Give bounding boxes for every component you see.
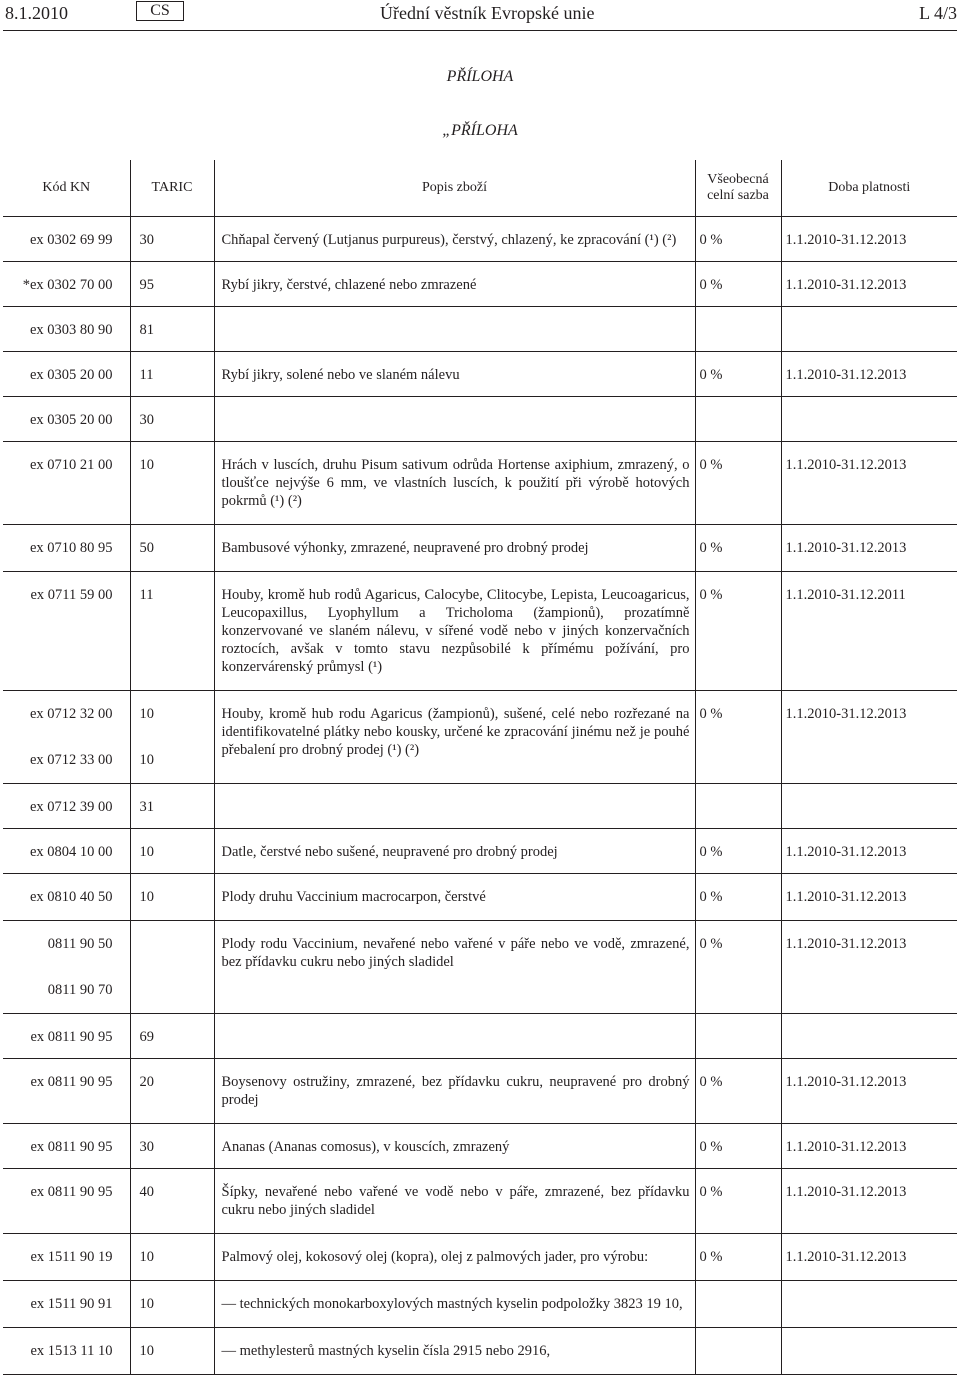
goods-description: Šípky, nevařené nebo vařené ve vodě nebo v páře, zmrazené, bez přídavku cukru nebo jiných sladidel [221, 1184, 690, 1218]
kn-code: ex 0712 39 00 [29, 799, 113, 815]
cell-duty-rate [695, 1281, 781, 1328]
cell-description [214, 1234, 695, 1281]
table-row [3, 1014, 957, 1059]
cell-kn-code [3, 217, 130, 262]
cell-taric-code [130, 921, 214, 1014]
goods-description: Palmový olej, kokosový olej (kopra), olej z palmových jader, pro výrobu: [221, 1249, 649, 1265]
journal-title: Úřední věstník Evropské unie [380, 3, 595, 23]
table-row [3, 572, 957, 691]
goods-description: — technických monokarboxylových mastných kyselin podpoložky 3823 19 10, [221, 1296, 683, 1312]
duty-rate: 0 % [699, 277, 723, 293]
taric-code: 10 [139, 1249, 154, 1265]
cell-kn-code [3, 784, 130, 829]
taric-code: 30 [139, 1139, 154, 1155]
validity-period: 1.1.2010-31.12.2013 [785, 367, 907, 383]
cell-taric-code [130, 307, 214, 352]
cell-description [214, 525, 695, 572]
cell-duty-rate [695, 307, 781, 352]
validity-period: 1.1.2010-31.12.2013 [785, 1249, 907, 1265]
duty-rate: 0 % [699, 706, 723, 722]
cell-kn-code [3, 262, 130, 307]
kn-code: ex 0810 40 50 [29, 889, 113, 905]
cell-kn-code [3, 307, 130, 352]
goods-description: Chňapal červený (Lutjanus purpureus), čerstvý, chlazený, ke zpracování (¹) (²) [221, 232, 677, 248]
cell-validity-period [781, 352, 957, 397]
language-code-box: CS [136, 1, 184, 21]
column-header-kn: Kód KN [3, 160, 130, 217]
goods-description: Plody rodu Vaccinium, nevařené nebo vařené v páře nebo ve vodě, zmrazené, bez přídavku cukru nebo jiných sladidel [221, 936, 690, 970]
kn-code: ex 0811 90 95 [30, 1074, 113, 1090]
cell-taric-code [130, 572, 214, 691]
cell-duty-rate [695, 1059, 781, 1124]
cell-taric-code [130, 442, 214, 525]
cell-description [214, 829, 695, 874]
cell-duty-rate [695, 397, 781, 442]
kn-code: 0811 90 70 [47, 982, 113, 998]
cell-duty-rate [695, 525, 781, 572]
taric-code: 81 [139, 322, 154, 338]
cell-validity-period [781, 397, 957, 442]
taric-code: 69 [139, 1029, 154, 1045]
cell-duty-rate [695, 784, 781, 829]
table-row [3, 1328, 957, 1375]
cell-duty-rate [695, 1234, 781, 1281]
cell-description [214, 352, 695, 397]
cell-kn-code [3, 691, 130, 784]
cell-duty-rate [695, 1014, 781, 1059]
taric-code: 10 [139, 752, 154, 768]
table-row [3, 525, 957, 572]
duty-rate: 0 % [699, 232, 723, 248]
kn-code: ex 0305 20 00 [29, 367, 113, 383]
kn-code: ex 1511 90 91 [30, 1296, 113, 1312]
taric-code: 95 [139, 277, 154, 293]
validity-period: 1.1.2010-31.12.2013 [785, 277, 907, 293]
cell-duty-rate [695, 217, 781, 262]
cell-taric-code [130, 1281, 214, 1328]
kn-code: ex 1513 11 10 [30, 1343, 113, 1359]
taric-code: 20 [139, 1074, 154, 1090]
table-row [3, 1234, 957, 1281]
cell-description [214, 217, 695, 262]
cell-validity-period [781, 874, 957, 921]
cell-kn-code [3, 352, 130, 397]
cell-taric-code [130, 829, 214, 874]
kn-code: ex 0710 21 00 [29, 457, 113, 473]
cell-validity-period [781, 784, 957, 829]
cell-description [214, 784, 695, 829]
cell-validity-period [781, 1234, 957, 1281]
taric-code: 40 [139, 1184, 154, 1200]
taric-code: 10 [139, 889, 154, 905]
cell-kn-code [3, 442, 130, 525]
table-row [3, 442, 957, 525]
duty-rate: 0 % [699, 1074, 723, 1090]
page-header [0, 0, 960, 30]
table-row [3, 352, 957, 397]
cell-kn-code [3, 921, 130, 1014]
kn-code: ex 0804 10 00 [29, 844, 113, 860]
goods-description: Hrách v luscích, druhu Pisum sativum odrůda Hortense axiphium, zmrazený, o tloušťce nejvýše 6 mm, ve vlastních luscích, k použití při výrobě hotových pokrmů (¹) (²) [221, 457, 690, 509]
duty-rate: 0 % [699, 457, 723, 473]
kn-code: ex 0811 90 95 [30, 1139, 113, 1155]
table-row [3, 784, 957, 829]
publication-date: 8.1.2010 [5, 3, 68, 23]
table-row [3, 262, 957, 307]
cell-validity-period [781, 921, 957, 1014]
cell-taric-code [130, 1059, 214, 1124]
goods-description: Boysenovy ostružiny, zmrazené, bez přídavku cukru, neupravené pro drobný prodej [221, 1074, 690, 1108]
validity-period: 1.1.2010-31.12.2013 [785, 1139, 907, 1155]
kn-code: ex 0303 80 90 [29, 322, 113, 338]
cell-kn-code [3, 1014, 130, 1059]
cell-description [214, 921, 695, 1014]
annex-heading: PŘÍLOHA [446, 68, 514, 85]
duty-rate: 0 % [699, 889, 723, 905]
cell-taric-code [130, 1234, 214, 1281]
taric-code: 11 [139, 587, 154, 603]
cell-duty-rate [695, 921, 781, 1014]
validity-period: 1.1.2010-31.12.2013 [785, 457, 907, 473]
cell-description [214, 1059, 695, 1124]
goods-description: — methylesterů mastných kyselin čísla 2915 nebo 2916, [221, 1343, 551, 1359]
goods-description: Ananas (Ananas comosus), v kouscích, zmrazený [221, 1139, 510, 1155]
cell-duty-rate [695, 691, 781, 784]
kn-code: ex 1511 90 19 [30, 1249, 113, 1265]
cell-kn-code [3, 829, 130, 874]
cell-kn-code [3, 572, 130, 691]
kn-code: ex 0811 90 95 [30, 1184, 113, 1200]
cell-validity-period [781, 691, 957, 784]
table-row [3, 874, 957, 921]
cell-validity-period [781, 1059, 957, 1124]
kn-code: ex 0711 59 00 [30, 587, 113, 603]
goods-description: Rybí jikry, solené nebo ve slaném nálevu [221, 367, 460, 383]
cell-taric-code [130, 262, 214, 307]
table-row [3, 1281, 957, 1328]
validity-period: 1.1.2010-31.12.2013 [785, 844, 907, 860]
duty-rate: 0 % [699, 367, 723, 383]
cell-taric-code [130, 784, 214, 829]
cell-validity-period [781, 829, 957, 874]
cell-description [214, 397, 695, 442]
goods-description: Houby, kromě hub rodů Agaricus, Calocybe, Clitocybe, Lepista, Leucoagaricus, Leucopaxillus, Lyophyllum a Tricholoma (žampionů), prozatímně konzervované ve slaném nálevu, v sířené vodě nebo v jiných konzervačních roztocích, avšak v tomto stavu nezpůsobilé k přímému požívání, pro konzervárenský průmysl (¹) [221, 587, 690, 675]
validity-period: 1.1.2010-31.12.2013 [785, 1184, 907, 1200]
validity-period: 1.1.2010-31.12.2013 [785, 889, 907, 905]
cell-description [214, 1014, 695, 1059]
cell-description [214, 691, 695, 784]
taric-code: 30 [139, 232, 154, 248]
validity-period: 1.1.2010-31.12.2013 [785, 540, 907, 556]
cell-taric-code [130, 691, 214, 784]
cell-duty-rate [695, 1169, 781, 1234]
column-header-description: Popis zboží [214, 160, 695, 217]
kn-code: ex 0712 32 00 [29, 706, 113, 722]
cell-description [214, 307, 695, 352]
kn-code: 0811 90 50 [47, 936, 113, 952]
taric-code: 31 [139, 799, 154, 815]
rate-header-line-1: Všeobecná [707, 172, 769, 187]
cell-duty-rate [695, 1328, 781, 1375]
taric-code: 50 [139, 540, 154, 556]
cell-description [214, 1124, 695, 1169]
duty-rate: 0 % [699, 1184, 723, 1200]
cell-taric-code [130, 1328, 214, 1375]
table-row [3, 397, 957, 442]
validity-period: 1.1.2010-31.12.2013 [785, 232, 907, 248]
kn-code: *ex 0302 70 00 [22, 277, 113, 293]
cell-validity-period [781, 217, 957, 262]
taric-code: 10 [139, 1296, 154, 1312]
table-row [3, 217, 957, 262]
taric-code: 10 [139, 844, 154, 860]
cell-description [214, 1169, 695, 1234]
cell-duty-rate [695, 352, 781, 397]
table-row [3, 921, 957, 1014]
cell-duty-rate [695, 262, 781, 307]
cell-description [214, 262, 695, 307]
taric-code: 10 [139, 706, 154, 722]
cell-duty-rate [695, 442, 781, 525]
page-number: L 4/3 [919, 3, 957, 23]
cell-validity-period [781, 442, 957, 525]
goods-description: Houby, kromě hub rodu Agaricus (žampionů), sušené, celé nebo rozřezané na identifikovatelné plátky nebo kousky, určené ke zpracování jinému než je pouhé přebalení pro drobný prodej (¹) (²) [221, 706, 690, 758]
cell-kn-code [3, 1281, 130, 1328]
cell-duty-rate [695, 829, 781, 874]
cell-taric-code [130, 874, 214, 921]
annex-subheading: „PŘÍLOHA [442, 122, 518, 139]
cell-validity-period [781, 262, 957, 307]
cell-validity-period [781, 525, 957, 572]
cell-validity-period [781, 1281, 957, 1328]
cell-kn-code [3, 1234, 130, 1281]
validity-period: 1.1.2010-31.12.2011 [785, 587, 906, 603]
cell-kn-code [3, 874, 130, 921]
cell-description [214, 1328, 695, 1375]
cell-taric-code [130, 352, 214, 397]
kn-code: ex 0710 80 95 [29, 540, 113, 556]
kn-code: ex 0302 69 99 [29, 232, 113, 248]
kn-code: ex 0305 20 00 [29, 412, 113, 428]
table-header-row [3, 160, 957, 217]
cell-kn-code [3, 397, 130, 442]
cell-duty-rate [695, 572, 781, 691]
validity-period: 1.1.2010-31.12.2013 [785, 936, 907, 952]
cell-description [214, 874, 695, 921]
goods-description: Rybí jikry, čerstvé, chlazené nebo zmrazené [221, 277, 477, 293]
table-body [3, 217, 957, 1375]
cell-taric-code [130, 525, 214, 572]
table-row [3, 829, 957, 874]
goods-description: Bambusové výhonky, zmrazené, neupravené pro drobný prodej [221, 540, 589, 556]
kn-code: ex 0811 90 95 [30, 1029, 113, 1045]
cell-taric-code [130, 1169, 214, 1234]
duty-rate: 0 % [699, 587, 723, 603]
column-header-duration: Doba platnosti [781, 160, 957, 217]
cell-kn-code [3, 1328, 130, 1375]
cell-validity-period [781, 572, 957, 691]
goods-description: Plody druhu Vaccinium macrocarpon, čerstvé [221, 889, 486, 905]
duty-rate: 0 % [699, 844, 723, 860]
table-row [3, 1124, 957, 1169]
table-row [3, 691, 957, 784]
rate-header-line-2: celní sazba [707, 188, 769, 203]
cell-kn-code [3, 525, 130, 572]
cell-taric-code [130, 397, 214, 442]
table-row [3, 307, 957, 352]
cell-kn-code [3, 1059, 130, 1124]
cell-kn-code [3, 1124, 130, 1169]
table-row [3, 1169, 957, 1234]
taric-code: 10 [139, 1343, 154, 1359]
cell-taric-code [130, 1014, 214, 1059]
duty-rate: 0 % [699, 1139, 723, 1155]
cell-duty-rate [695, 1124, 781, 1169]
validity-period: 1.1.2010-31.12.2013 [785, 706, 907, 722]
cell-taric-code [130, 217, 214, 262]
cell-description [214, 442, 695, 525]
cell-validity-period [781, 307, 957, 352]
header-divider [3, 30, 957, 31]
cell-validity-period [781, 1169, 957, 1234]
cell-validity-period [781, 1124, 957, 1169]
cell-validity-period [781, 1328, 957, 1375]
cell-validity-period [781, 1014, 957, 1059]
taric-code: 10 [139, 457, 154, 473]
cell-taric-code [130, 1124, 214, 1169]
goods-description: Datle, čerstvé nebo sušené, neupravené pro drobný prodej [221, 844, 558, 860]
taric-code: 11 [139, 367, 154, 383]
cell-duty-rate [695, 874, 781, 921]
cell-description [214, 1281, 695, 1328]
validity-period: 1.1.2010-31.12.2013 [785, 1074, 907, 1090]
tariff-table [3, 160, 957, 1375]
duty-rate: 0 % [699, 1249, 723, 1265]
kn-code: ex 0712 33 00 [29, 752, 113, 768]
cell-description [214, 572, 695, 691]
duty-rate: 0 % [699, 936, 723, 952]
duty-rate: 0 % [699, 540, 723, 556]
column-header-rate [695, 160, 781, 217]
cell-kn-code [3, 1169, 130, 1234]
taric-code: 30 [139, 412, 154, 428]
table-row [3, 1059, 957, 1124]
column-header-taric: TARIC [130, 160, 214, 217]
